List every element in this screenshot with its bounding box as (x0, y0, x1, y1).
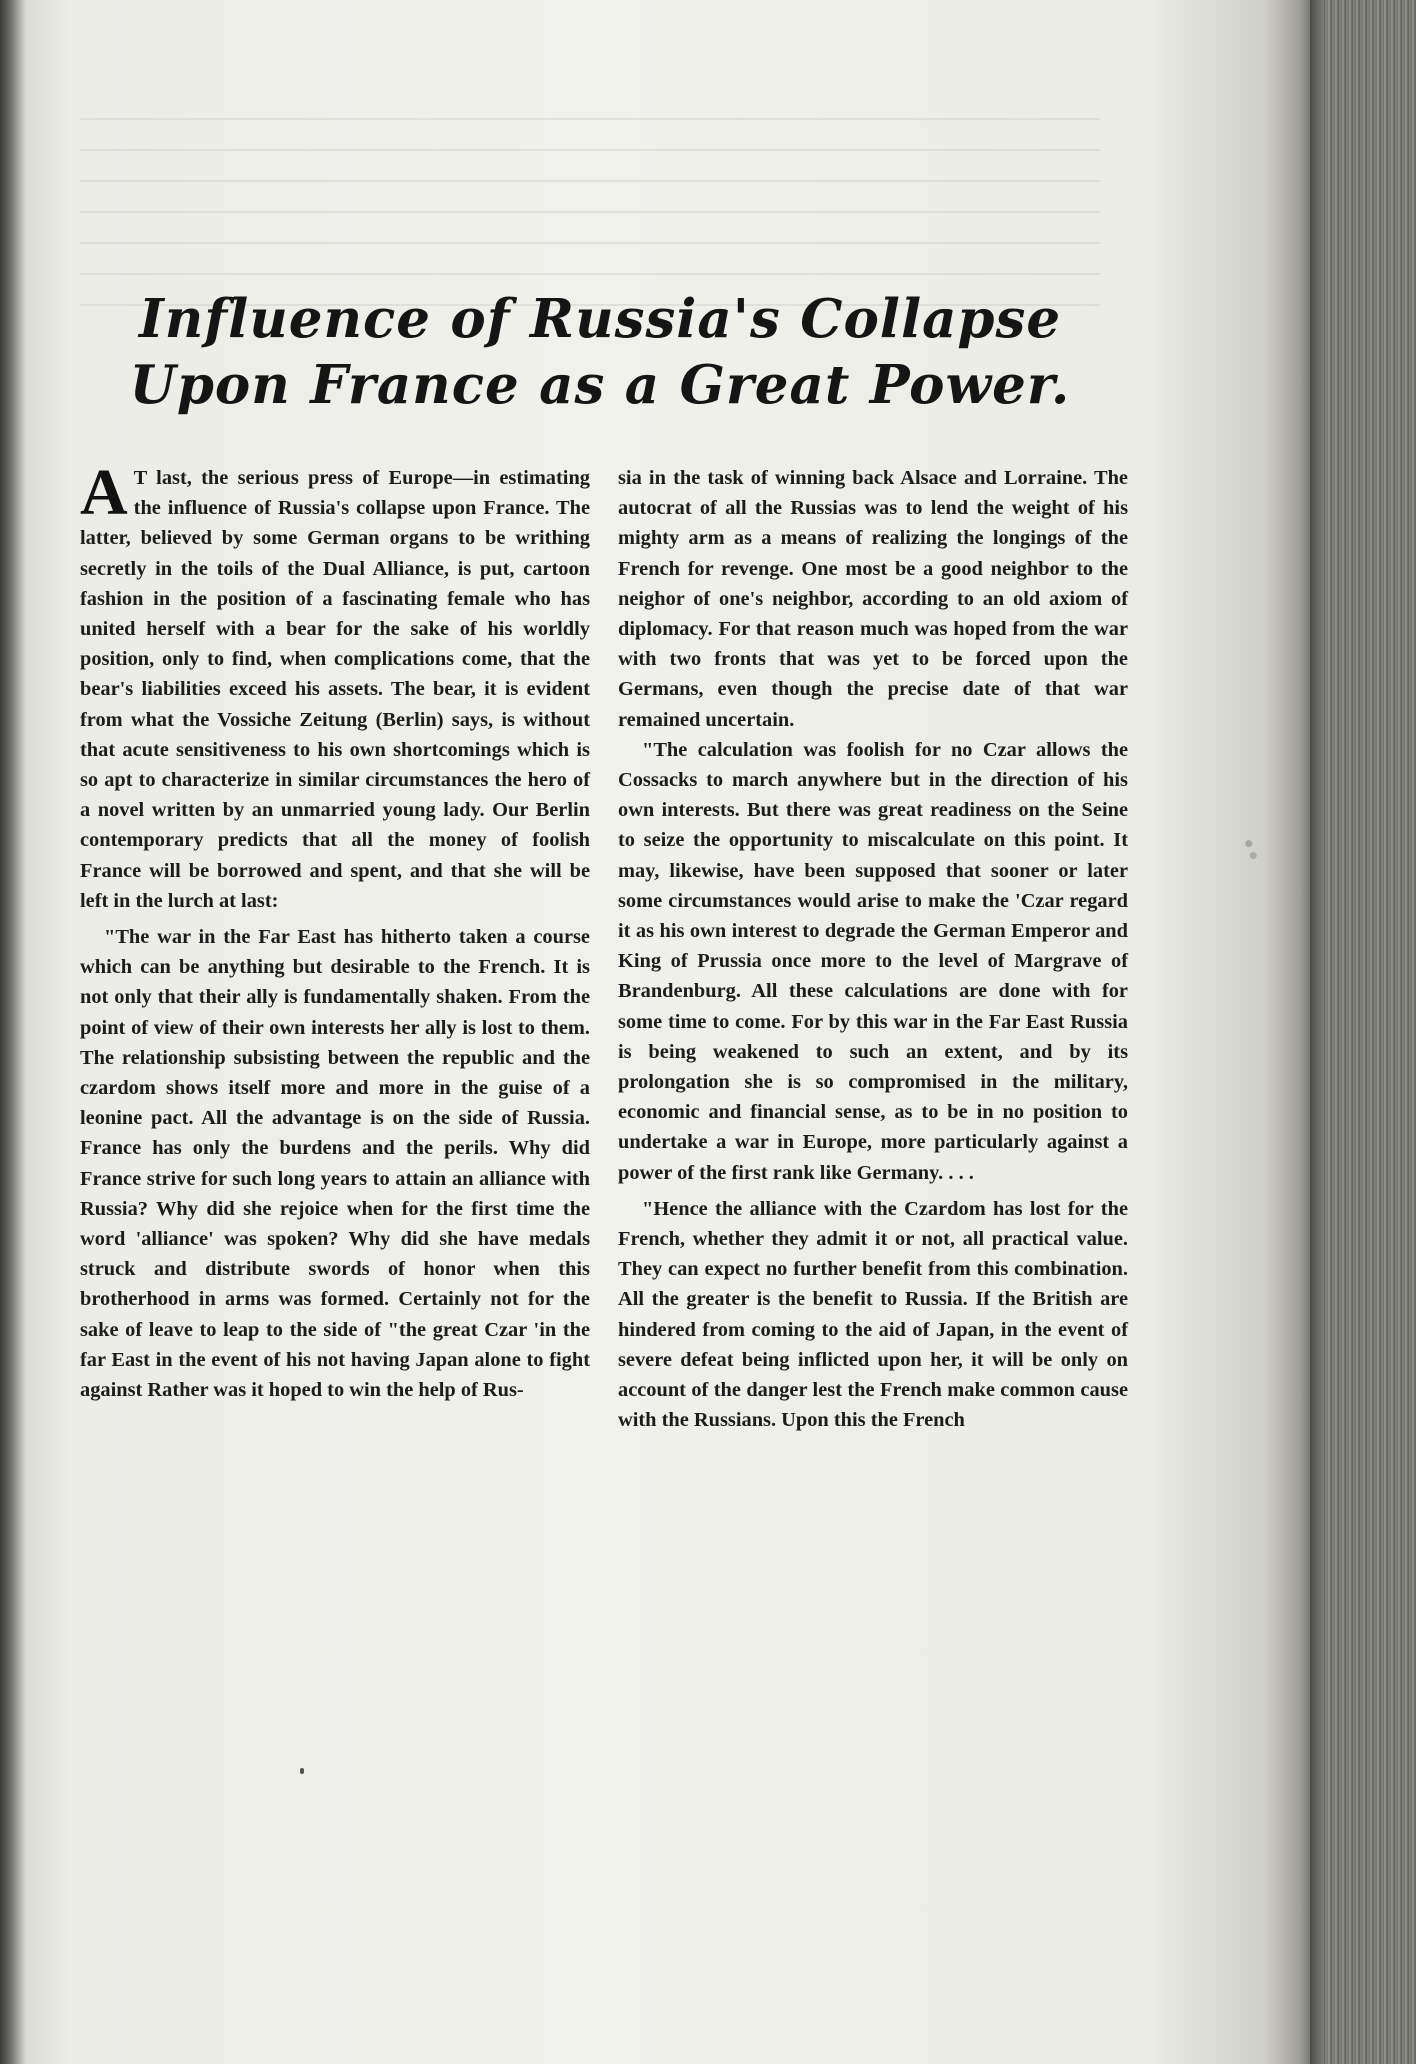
margin-mark (1240, 830, 1262, 864)
paragraph-1-text: T last, the serious press of Europe—in estimating the influence of Russia's collapse upon France. The latter, believed by some German organs to be writhing secretly in the toils of the Dual Alliance, is put, cartoon fashion in the position of a fascinating female who has united herself with a bear for the sake of his worldly position, only to find, when complications come, that the bear's liabilities exceed his assets. The bear, it is evident from what the Vossiche Zeitung (Berlin) says, is without that acute sensitiveness to his own shortcomings which is so apt to characterize in similar circumstances the hero of a novel written by an unmarried young lady. Our Berlin contemporary predicts that all the money of foolish France will be borrowed and spent, and that she will be left in the lurch at last: (80, 467, 590, 912)
headline-line-2: Upon France as a Great Power. (129, 353, 1071, 416)
article-headline (60, 286, 1140, 418)
right-column (618, 463, 1128, 1436)
ink-speck (300, 1768, 304, 1774)
drop-cap: A (80, 456, 128, 529)
paragraph-2: "The war in the Far East has hitherto taken a course which can be anything but desirable to the French. It is not only that their ally is fundamentally shaken. From the point of view of their own interests her ally is lost to them. The relationship subsisting between the republic and the czardom shows itself more and more in the guise of a leonine pact. All the advantage is on the side of Russia. France has only the burdens and the perils. Why did France strive for such long years to attain an alliance with Russia? Why did she rejoice when for the first time the word 'alliance' was spoken? Why did she have medals struck and distribute swords of honor when this brotherhood in arms was formed. Certainly not for the sake of leave to leap to the side of "the great Czar 'in the far East in the event of his not having Japan alone to fight against Rather was it hoped to win the help of Rus- (80, 926, 590, 1402)
left-column (80, 456, 590, 1405)
paragraph-4: "The calculation was foolish for no Czar allows the Cossacks to march anywhere but in the direction of his own interests. But there was great readiness on the Seine to seize the opportunity to miscalculate on this point. It may, likewise, have been supposed that sooner or later some circumstances would arise to make the 'Czar regard it as his own interest to degrade the German Emperor and King of Prussia once more to the level of Margrave of Brandenburg. All these calculations are done with for some time to come. For by this war in the Far East Russia is being weakened to such an extent, and by its prolongation she is so compromised in the military, economic and financial sense, as to be in no position to undertake a war in Europe, more particularly against a power of the first rank like Germany. . . . (618, 738, 1128, 1184)
book-page-edges (1310, 0, 1416, 2064)
paragraph-5: "Hence the alliance with the Czardom has lost for the French, whether they admit it or not, all practical value. They can expect no further benefit from this combination. All the greater is the benefit to Russia. If the British are hindered from coming to the aid of Japan, in the event of severe defeat being inflicted upon her, it will be only on account of the danger lest the French make common cause with the Russians. Upon this the French (618, 1197, 1128, 1432)
paragraph-3: sia in the task of winning back Alsace and Lorraine. The autocrat of all the Russias was to lend the weight of his mighty arm as a means of realizing the longings of the French for revenge. One most be a good neighbor to the neighor of one's neighbor, according to an old axiom of diplomacy. For that reason much was hoped from the war with two fronts that was yet to be forced upon the Germans, even though the precise date of that war remained uncertain. (618, 467, 1128, 731)
paragraph-1 (80, 456, 590, 916)
headline-line-1: Influence of Russia's Collapse (138, 287, 1062, 350)
